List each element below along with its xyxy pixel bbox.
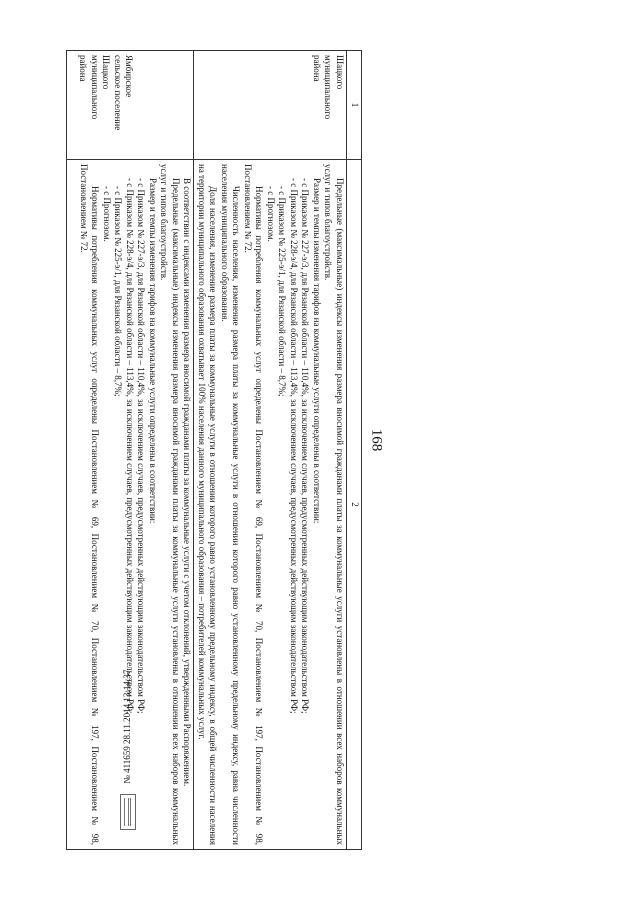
column-header-1: 1 bbox=[347, 51, 362, 160]
paragraph: - с Приказом № 227-э/3, для Рязанской области – 110,4%, за исключением случаев, предусмотренных действующим законодательством РФ; bbox=[136, 178, 147, 714]
paragraph: - с Прогнозом. bbox=[102, 186, 112, 242]
paragraph: - с Приказом № 225-э/1, для Рязанской области – 8,7%; bbox=[113, 186, 124, 397]
paragraph: Предельные (максимальные) индексы изменения размера вносимой гражданами платы за коммунальные услуги установлены в отношении всех наборов коммунальных услуг и типов благоустройств. bbox=[159, 164, 181, 845]
paragraph: Нормативы потребления коммунальных услуг определены Постановлением № 69, Постановлением № 70, Постановлением № 197, Постановлением № 98, Постановлением № 72. bbox=[243, 164, 265, 845]
municipality-line: муниципального bbox=[90, 55, 100, 120]
tariff-table bbox=[67, 50, 363, 850]
municipality-cell bbox=[194, 51, 347, 160]
barcode-stamp-icon bbox=[120, 794, 136, 830]
municipality-line: Шацкого bbox=[101, 55, 112, 90]
municipality-line: сельское поселение bbox=[113, 55, 123, 131]
paragraph: Доля населения, изменение размера платы за коммунальные услуги в отношении которого равно установленному предельному индексу, в общей численности населения на территории муниципального образования охватывает 100% населения данного муниципального образования – потребителей коммунальных услуг. bbox=[197, 164, 219, 845]
rotated-document bbox=[72, 50, 362, 850]
column-header-2: 2 bbox=[347, 160, 362, 850]
document-footer bbox=[120, 600, 138, 830]
municipality-cell bbox=[67, 51, 194, 160]
paragraph: Предельные (максимальные) индексы изменения размера вносимой гражданами платы за коммунальные услуги установлены в отношении всех наборов коммунальных услуг и типов благоустройств. bbox=[323, 164, 345, 845]
document-id: № 411659 28.11.2014 13:14:37 bbox=[122, 669, 133, 784]
paragraph: - с Приказом № 225-э/1, для Рязанской области – 8,7%; bbox=[277, 186, 288, 397]
description-cell bbox=[194, 160, 347, 850]
municipality-line: Шацкого bbox=[335, 55, 345, 90]
paragraph: - с Приказом № 228-э/4, для Рязанской области – 113,4%, за исключением случаев, предусмотренных действующим законодательством РФ; bbox=[125, 178, 135, 714]
table-header-row bbox=[347, 51, 362, 850]
municipality-line: муниципального bbox=[323, 55, 334, 120]
paragraph: - с Приказом № 227-э/3, для Рязанской области – 110,4%, за исключением случаев, предусмотренных действующим законодательством РФ; bbox=[300, 178, 311, 714]
paragraph: - с Приказом № 228-э/4, для Рязанской области – 113,4%, за исключением случаев, предусмотренных действующим законодательством РФ; bbox=[289, 178, 299, 714]
paragraph: В соответствии с индексами изменения размера вносимой гражданами платы за коммунальные услуги с учетом отклонений, утвержденными Распоряжением. bbox=[182, 178, 193, 787]
municipality-line: Ямбирское bbox=[124, 55, 135, 98]
municipality-line: района bbox=[78, 55, 89, 82]
paragraph: Размер и темпы изменения тарифов на коммунальные услуги определены в соответствии: bbox=[148, 178, 158, 524]
paragraph: Нормативы потребления коммунальных услуг определены Постановлением № 69, Постановлением № 70, Постановлением № 197, Постановлением № 98, Постановлением № 72. bbox=[79, 164, 101, 845]
paragraph: Размер и темпы изменения тарифов на коммунальные услуги определены в соответствии: bbox=[312, 178, 322, 524]
page-number: 168 bbox=[368, 428, 385, 452]
spacer bbox=[135, 55, 193, 155]
paragraph: Численность населения, изменение размера платы за коммунальные услуги в отношении которого равно установленному предельному индексу, равна численности населения муниципального образования. bbox=[220, 164, 242, 845]
paragraph: - с Прогнозом. bbox=[266, 186, 276, 242]
municipality-line: района bbox=[312, 55, 322, 82]
table-row bbox=[194, 51, 347, 850]
